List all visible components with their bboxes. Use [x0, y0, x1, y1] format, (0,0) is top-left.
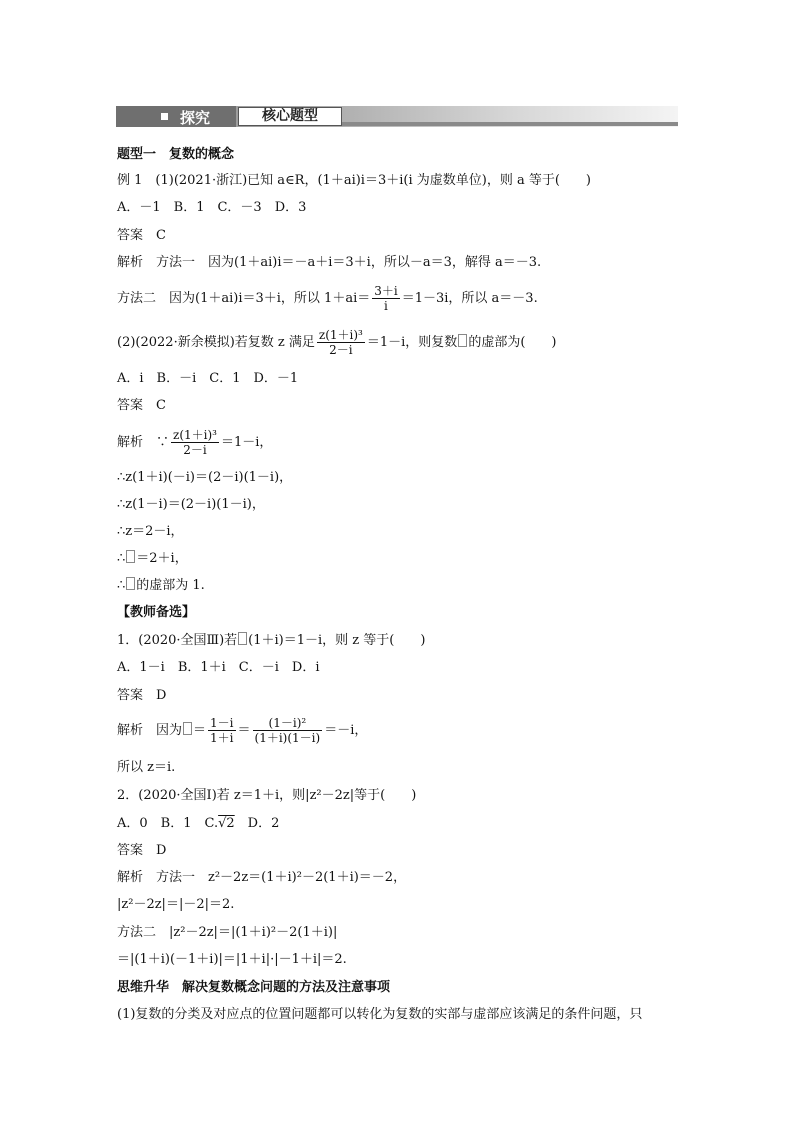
- text: z²－2z|等于( ): [309, 788, 417, 803]
- text: ＝－i，: [324, 723, 368, 738]
- problem-1-conclusion: 所以 z＝i.: [117, 760, 176, 775]
- solution-step: ∴z(1－i)＝(2－i)(1－i)，: [117, 497, 265, 512]
- fraction: [208, 716, 235, 745]
- problem-2-answer: 答案 D: [117, 843, 167, 858]
- text: 2．(2020·全国Ⅰ)若 z＝1＋i，则|: [117, 788, 310, 803]
- numerator: z(1＋i)³: [318, 328, 363, 342]
- text: A．0 B．1 C.: [117, 816, 219, 831]
- denominator: i: [384, 299, 388, 313]
- problem-2-options: [117, 815, 279, 832]
- problem-1-answer: 答案 D: [117, 688, 167, 703]
- problem-1-options: A．1－i B．1＋i C．－i D．i: [117, 660, 320, 675]
- text: 的虚部为 1.: [136, 578, 205, 593]
- text: ＝1－3i，所以 a＝－3.: [401, 291, 538, 306]
- text: 1．(2020·全国Ⅲ)若: [117, 633, 238, 648]
- thinking-summary-heading: 思维升华 解决复数概念问题的方法及注意事项: [117, 980, 391, 995]
- fraction: [253, 716, 323, 745]
- example-1-part-2-question: [117, 328, 556, 357]
- heading-type-1: 题型一 复数的概念: [117, 147, 235, 162]
- section-banner: [116, 106, 678, 127]
- problem-2-solution-2-cont: ＝|(1＋i)(－1＋i)|＝|1＋i|·|－1＋i|＝2.: [117, 952, 347, 967]
- denominator: 1＋i: [210, 731, 234, 745]
- text: 的虚部为( ): [468, 335, 557, 350]
- text: ∴: [117, 551, 126, 566]
- text: ＝2＋i，: [136, 551, 188, 566]
- example-1-options: A．－1 B．1 C．－3 D．3: [117, 200, 307, 215]
- text: ＝: [193, 723, 207, 738]
- example-1-solution-1: 解析 方法一 因为(1＋ai)i＝－a＋i＝3＋i，所以－a＝3，解得 a＝－3.: [117, 255, 542, 270]
- banner-title: 探究: [180, 109, 211, 127]
- example-1-answer: 答案 C: [117, 228, 166, 243]
- text: 解析 ∵: [117, 435, 170, 450]
- teacher-selection-heading: 【教师备选】: [117, 605, 196, 620]
- denominator: 2－i: [183, 443, 207, 457]
- fraction: [372, 284, 399, 313]
- fraction: [171, 428, 219, 457]
- fraction: [317, 328, 365, 357]
- text: (2)(2022·新余模拟)若复数 z 满足: [117, 335, 315, 350]
- solution-step: [117, 577, 205, 594]
- banner-box-label: 核心题型: [238, 107, 342, 126]
- numerator: (1－i)²: [253, 716, 323, 731]
- problem-2-solution-1: 解析 方法一 z²－2z＝(1＋i)²－2(1＋i)＝－2，: [117, 870, 407, 885]
- text: ＝: [237, 723, 251, 738]
- example-1-part-2-answer: 答案 C: [117, 398, 166, 413]
- solution-step: [117, 550, 188, 567]
- problem-2-solution-1-cont: |z²－2z|＝|－2|＝2.: [117, 897, 235, 912]
- problem-2-question: [117, 787, 416, 804]
- numerator: 3＋i: [374, 284, 398, 298]
- denominator: 2－i: [329, 343, 353, 357]
- example-1-solution-2: [117, 284, 538, 313]
- problem-2-solution-2: 方法二 |z²－2z|＝|(1＋i)²－2(1＋i)|: [117, 925, 338, 940]
- numerator: 1－i: [210, 716, 234, 730]
- text: ∴: [117, 578, 126, 593]
- text: 解析 因为: [117, 723, 183, 738]
- missing-glyph-icon: [126, 550, 135, 563]
- problem-1-question: [117, 632, 425, 649]
- example-1-part-2-solution: [117, 428, 272, 457]
- sqrt-two: √2: [218, 816, 235, 831]
- denominator: (1＋i)(1－i): [254, 731, 321, 745]
- summary-point-1: (1)复数的分类及对应点的位置问题都可以转化为复数的实部与虚部应该满足的条件问题，只: [117, 1007, 643, 1022]
- example-1-question: 例 1 (1)(2021·浙江)已知 a∈R，(1＋ai)i＝3＋i(i 为虚数单位)，则 a 等于( ): [117, 173, 591, 188]
- missing-glyph-icon: [238, 632, 247, 645]
- text: ＝1－i，则复数: [366, 335, 458, 350]
- numerator: z(1＋i)³: [173, 428, 217, 442]
- text: 方法二 因为(1＋ai)i＝3＋i，所以 1＋ai＝: [117, 291, 371, 306]
- banner-square-icon: [161, 113, 168, 120]
- missing-glyph-icon: [126, 577, 135, 590]
- solution-step: ∴z(1＋i)(－i)＝(2－i)(1－i)，: [117, 470, 293, 485]
- missing-glyph-icon: [458, 334, 467, 347]
- missing-glyph-icon: [183, 722, 192, 735]
- example-1-part-2-options: A．i B．－i C．1 D．－1: [117, 371, 299, 386]
- text: ＝1－i，: [221, 435, 273, 450]
- solution-step: ∴z＝2－i，: [117, 524, 184, 539]
- banner-rule: [342, 122, 678, 126]
- text: D．2: [234, 816, 280, 831]
- problem-1-solution: [117, 716, 367, 745]
- text: (1＋i)＝1－i，则 z 等于( ): [248, 633, 426, 648]
- banner-dark-block: [116, 106, 236, 127]
